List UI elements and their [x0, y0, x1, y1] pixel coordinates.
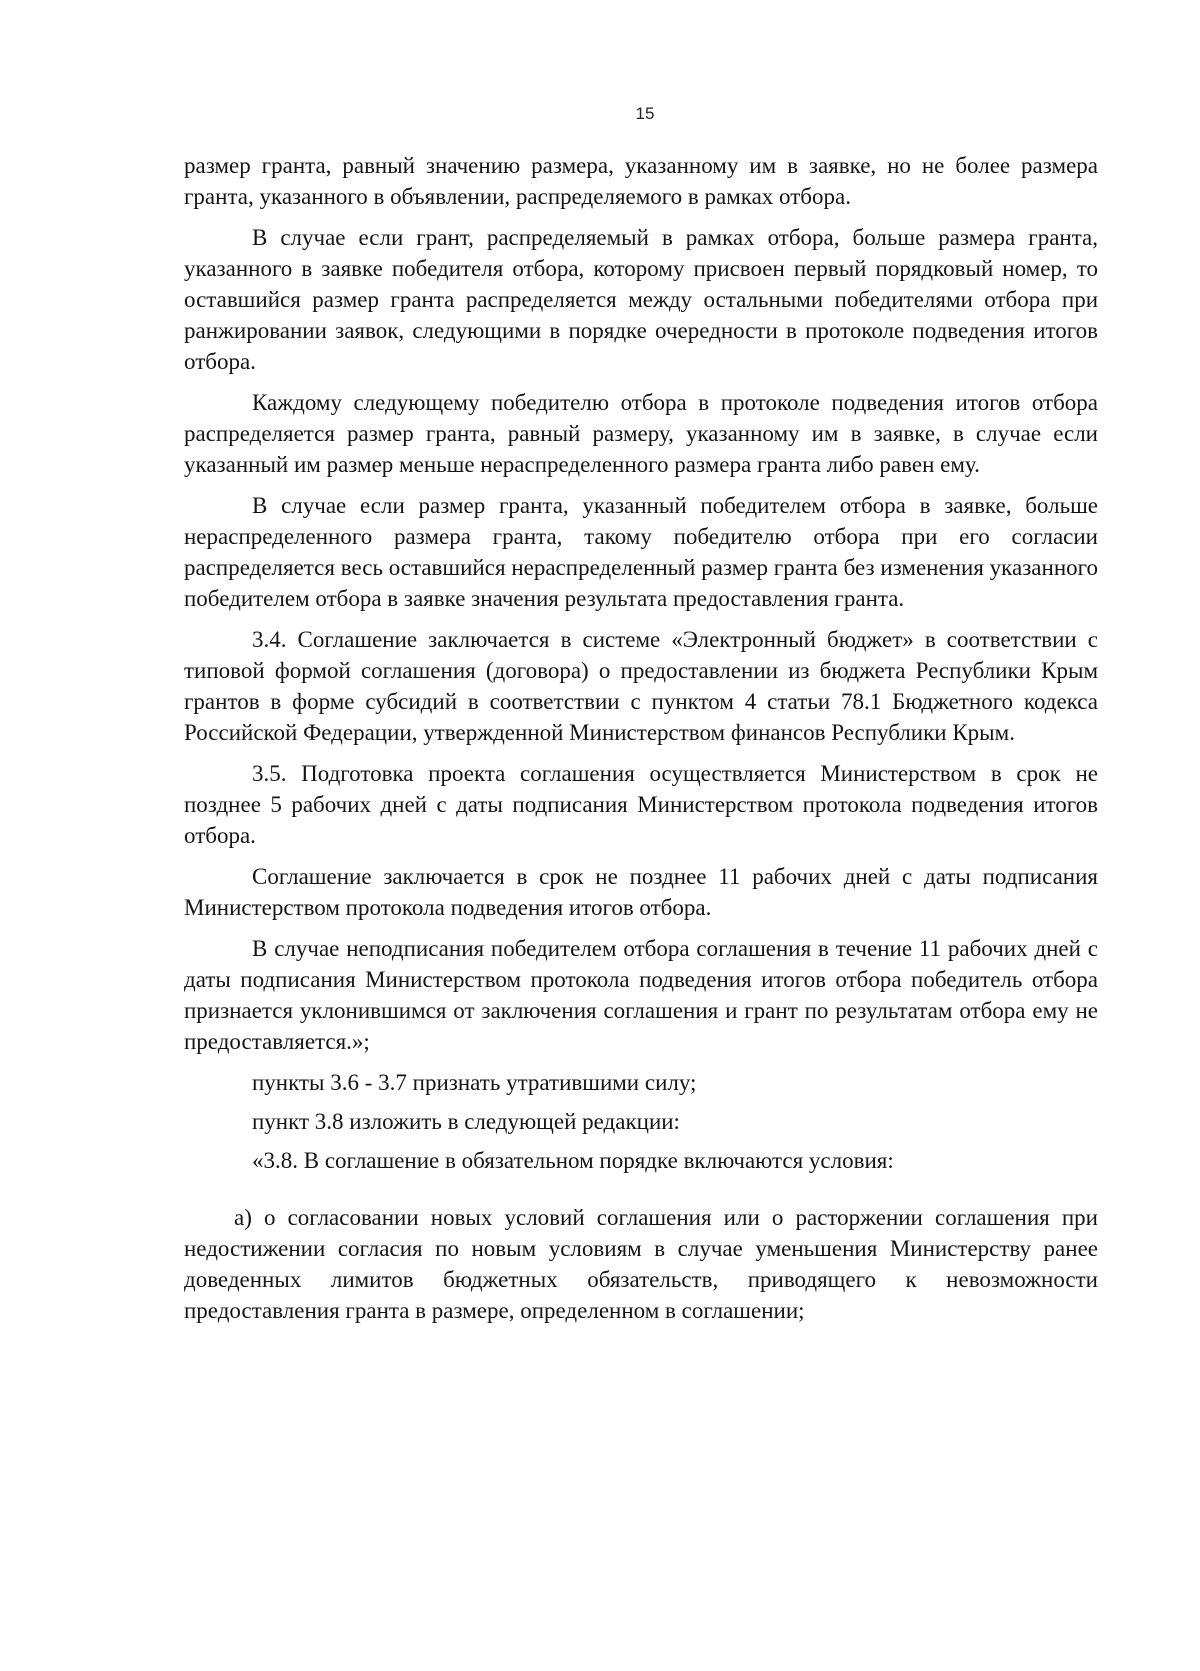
paragraph-grant-size-continuation: размер гранта, равный значению размера, указанному им в заявке, но не более размера гранта, указанного в объявлении, распределяемого в рамках отбора.: [184, 153, 1098, 209]
page-number: 15: [635, 104, 655, 123]
paragraph-clause-3-8: «3.8. В соглашение в обязательном порядке включаются условия:: [252, 1148, 894, 1173]
paragraph-next-winner: Каждому следующему победителю отбора в протоколе подведения итогов отбора распределяется размер гранта, равный размеру, указанному им в заявке, в случае если указанный им размер меньше нераспределенного размера гранта либо равен ему.: [184, 390, 1098, 477]
paragraph-non-signing: В случае неподписания победителем отбора соглашения в течение 11 рабочих дней с даты подписания Министерством протокола подведения итогов отбора победитель отбора признается уклонившимся от заключения соглашения и грант по результатам отбора ему не предоставляется.»;: [184, 936, 1098, 1054]
paragraph-clause-3-4: 3.4. Соглашение заключается в системе «Электронный бюджет» в соответствии с типовой формой соглашения (договора) о предоставлении из бюджета Республики Крым грантов в форме субсидий в соответствии с пунктом 4 статьи 78.1 Бюджетного кодекса Российской Федерации, утвержденной Министерством финансов Республики Крым.: [184, 627, 1098, 745]
paragraph-unallocated-grant: В случае если размер гранта, указанный победителем отбора в заявке, больше нераспределенного размера гранта, такому победителю отбора при его согласии распределяется весь оставшийся нераспределенный размер гранта без изменения указанного победителем отбора в заявке значения результата предоставления гранта.: [184, 493, 1098, 611]
paragraph-clause-3-5: 3.5. Подготовка проекта соглашения осуществляется Министерством в срок не позднее 5 рабочих дней с даты подписания Министерством протокола подведения итогов отбора.: [184, 761, 1098, 848]
paragraph-clause-3-8-intro: пункт 3.8 изложить в следующей редакции:: [252, 1109, 680, 1134]
paragraph-item-a: а) о согласовании новых условий соглашения или о расторжении соглашения при недостижении согласия по новым условиям в случае уменьшения Министерству ранее доведенных лимитов бюджетных обязательств, приводящего к невозможности предоставления гранта в размере, определенном в соглашении;: [184, 1205, 1098, 1323]
paragraph-clauses-3-6-3-7: пункты 3.6 - 3.7 признать утратившими силу;: [252, 1070, 697, 1095]
document-body: [184, 150, 1098, 1336]
paragraph-agreement-deadline: Соглашение заключается в срок не позднее 11 рабочих дней с даты подписания Министерством протокола подведения итогов отбора.: [184, 864, 1098, 920]
paragraph-remaining-grant: В случае если грант, распределяемый в рамках отбора, больше размера гранта, указанного в заявке победителя отбора, которому присвоен первый порядковый номер, то оставшийся размер гранта распределяется между остальными победителями отбора при ранжировании заявок, следующими в порядке очередности в протоколе подведения итогов отбора.: [184, 225, 1098, 374]
